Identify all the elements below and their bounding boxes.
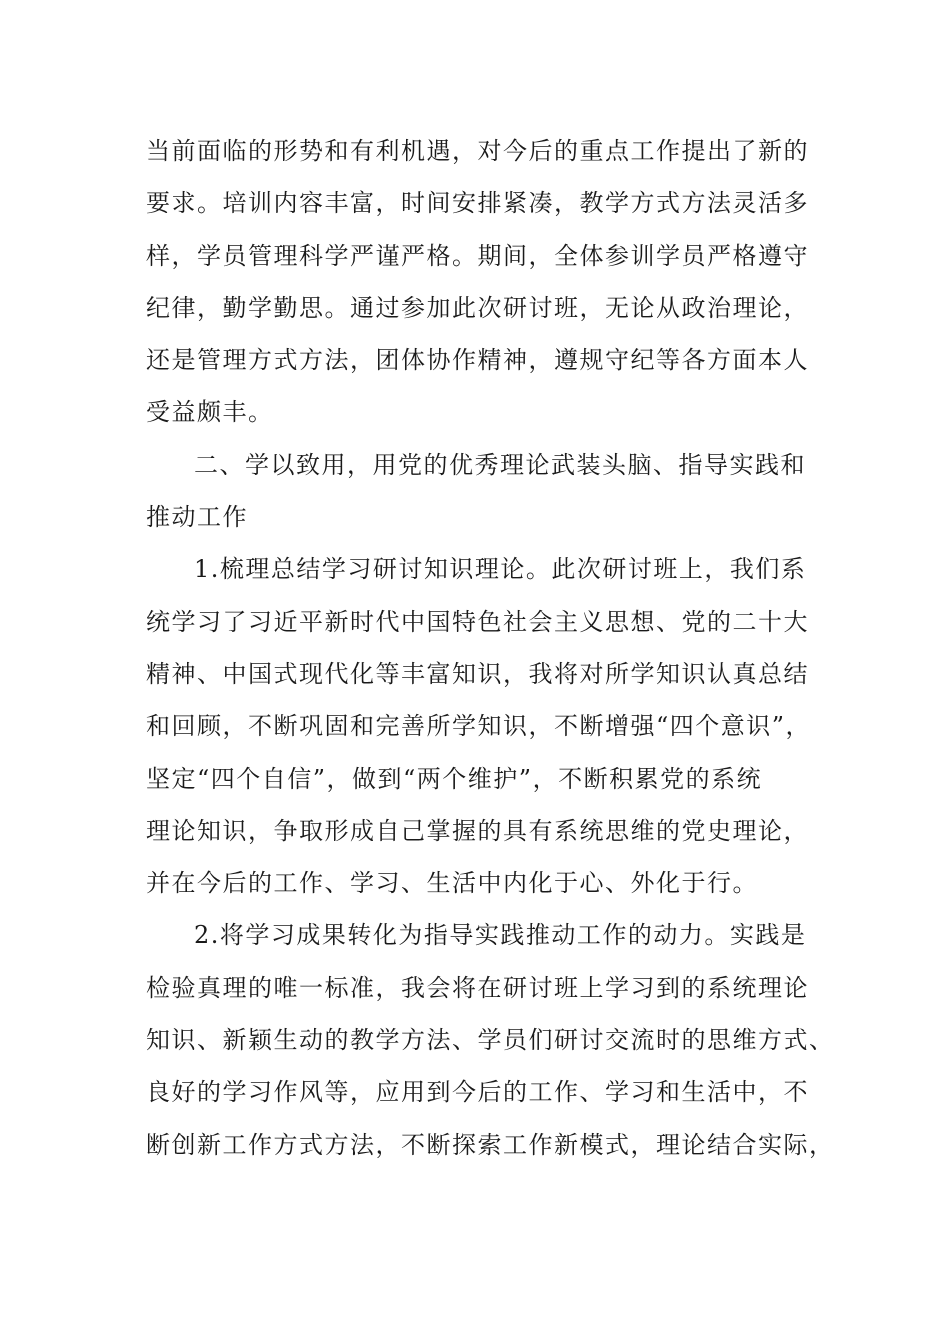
text-line: 样，学员管理科学严谨严格。期间，全体参训学员严格遵守 <box>146 241 809 270</box>
text-line: 2.将学习成果转化为指导实践推动工作的动力。实践是 <box>194 921 807 950</box>
text-line: 检验真理的唯一标准，我会将在研讨班上学习到的系统理论 <box>146 973 809 1002</box>
text-line: 并在今后的工作、学习、生活中内化于心、外化于行。 <box>146 869 758 898</box>
text-line: 还是管理方式方法，团体协作精神，遵规守纪等各方面本人 <box>146 346 809 375</box>
text-line: 统学习了习近平新时代中国特色社会主义思想、党的二十大 <box>146 607 809 636</box>
text-line: 要求。培训内容丰富，时间安排紧凑，教学方式方法灵活多 <box>146 189 809 218</box>
text-line: 断创新工作方式方法，不断探索工作新模式，理论结合实际， <box>146 1130 835 1159</box>
text-line: 良好的学习作风等，应用到今后的工作、学习和生活中，不 <box>146 1078 809 1107</box>
text-line: 纪律，勤学勤思。通过参加此次研讨班，无论从政治理论， <box>146 293 809 322</box>
text-line: 1.梳理总结学习研讨知识理论。此次研讨班上，我们系 <box>194 555 807 584</box>
text-line: 理论知识，争取形成自己掌握的具有系统思维的党史理论， <box>146 816 809 845</box>
text-line: 和回顾，不断巩固和完善所学知识，不断增强“四个意识”， <box>146 712 812 741</box>
text-line: 当前面临的形势和有利机遇，对今后的重点工作提出了新的 <box>146 137 809 165</box>
text-line: 知识、新颖生动的教学方法、学员们研讨交流时的思维方式、 <box>146 1026 835 1055</box>
text-line: 受益颇丰。 <box>146 398 274 427</box>
text-line: 坚定“四个自信”，做到“两个维护”，不断积累党的系统 <box>146 764 763 793</box>
document-body <box>146 125 835 1171</box>
section-heading-continued: 推动工作 <box>146 503 248 532</box>
text-line: 精神、中国式现代化等丰富知识，我将对所学知识认真总结 <box>146 659 809 688</box>
section-heading: 二、学以致用，用党的优秀理论武装头脑、指导实践和 <box>194 450 806 479</box>
